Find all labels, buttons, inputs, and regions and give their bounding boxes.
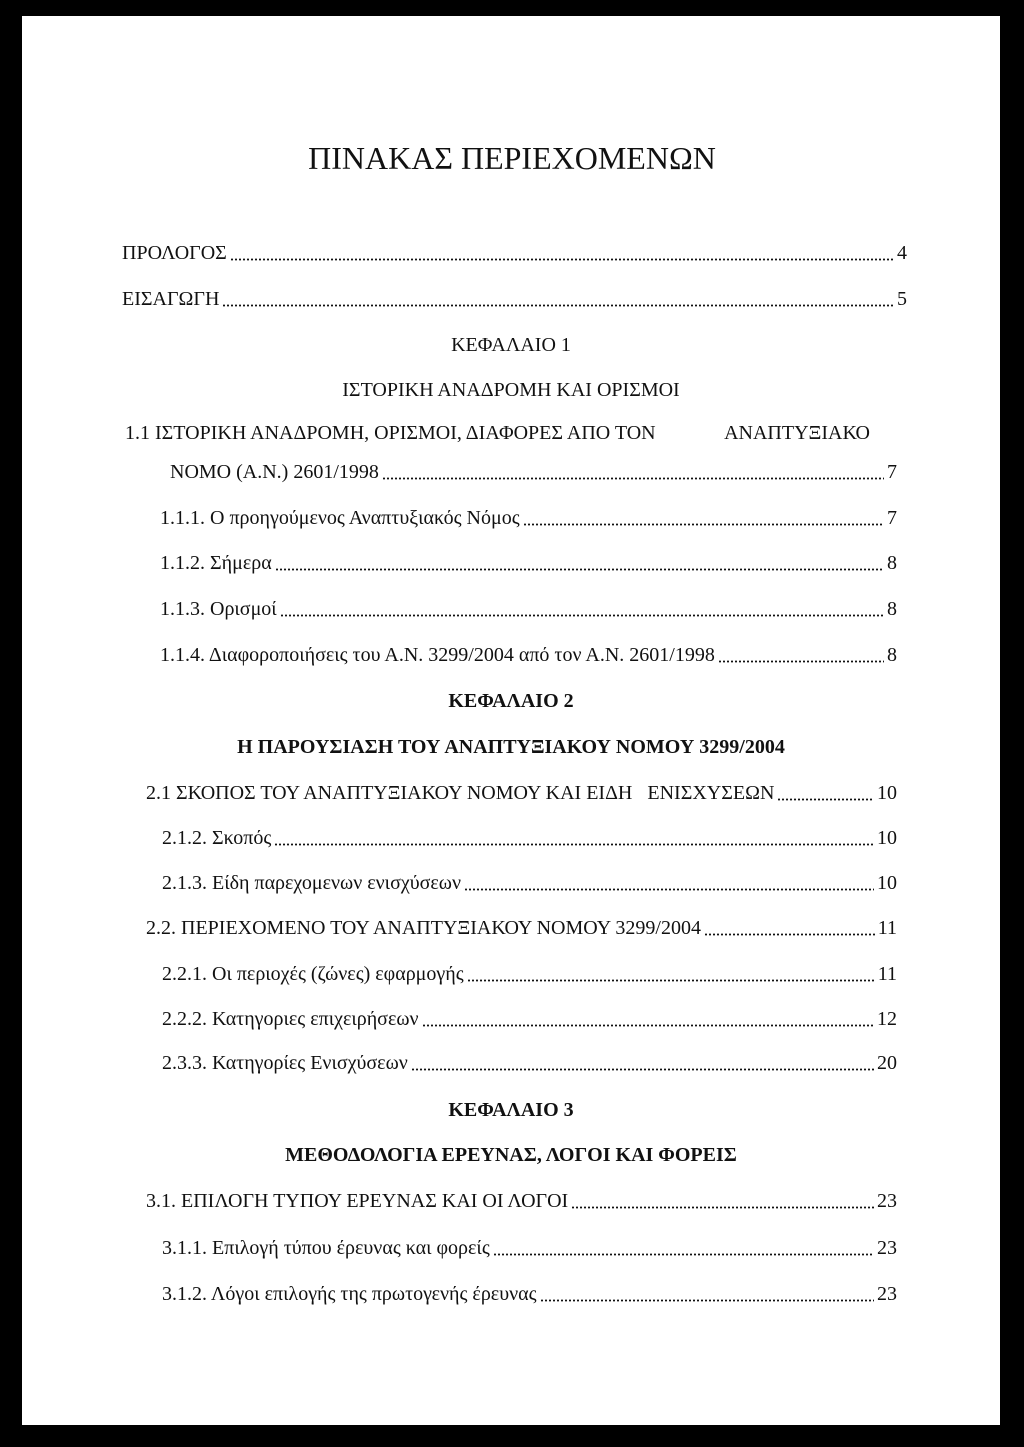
toc-entry-label: 2.1.3. Είδη παρεχομενων ενισχύσεων xyxy=(162,872,462,894)
dot-leader xyxy=(704,917,875,939)
toc-page-number: 7 xyxy=(887,461,897,483)
toc-page-number: 23 xyxy=(877,1190,897,1212)
dot-leader xyxy=(467,963,875,985)
toc-page-number: 5 xyxy=(897,288,907,310)
chapter-subtitle: Η ΠΑΡΟΥΣΙΑΣΗ ΤΟΥ ΑΝΑΠΤΥΞΙΑΚΟΥ ΝΟΜΟΥ 3299/2004 xyxy=(237,736,785,758)
dot-leader xyxy=(230,242,894,264)
toc-entry xyxy=(160,598,897,620)
toc-entry-label: 2.1 ΣΚΟΠΟΣ ΤΟΥ ΑΝΑΠΤΥΞΙΑΚΟΥ ΝΟΜΟΥ ΚΑΙ ΕΙΔΗ ΕΝΙΣΧΥΣΕΩΝ xyxy=(146,782,775,804)
toc-entry-label: ΝΟΜΟ (Α.Ν.) 2601/1998 xyxy=(170,461,379,483)
toc-entry xyxy=(146,1190,897,1212)
toc-entry-label: 1.1.3. Ορισμοί xyxy=(160,598,277,620)
dot-leader xyxy=(382,461,884,483)
dot-leader xyxy=(523,507,884,529)
toc-entry xyxy=(160,507,897,529)
dot-leader xyxy=(222,288,894,310)
toc-entry xyxy=(162,1052,897,1074)
toc-entry xyxy=(162,963,897,985)
toc-page-number: 7 xyxy=(887,507,897,529)
chapter-subtitle: ΙΣΤΟΡΙΚΗ ΑΝΑΔΡΟΜΗ ΚΑΙ ΟΡΙΣΜΟΙ xyxy=(342,379,680,401)
toc-page-number: 10 xyxy=(877,827,897,849)
toc-entry-label: 1.1.4. Διαφοροποιήσεις του Α.Ν. 3299/2004 από τον Α.Ν. 2601/1998 xyxy=(160,644,715,666)
toc-page-number: 11 xyxy=(877,963,897,985)
toc-entry-prologue xyxy=(122,242,907,264)
toc-page-number: 10 xyxy=(877,872,897,894)
toc-page-number: 11 xyxy=(877,917,897,939)
document-page xyxy=(22,16,1000,1425)
dot-leader xyxy=(280,598,884,620)
dot-leader xyxy=(411,1052,874,1074)
toc-entry-label: 2.2. ΠΕΡΙΕΧΟΜΕΝΟ ΤΟΥ ΑΝΑΠΤΥΞΙΑΚΟΥ ΝΟΜΟΥ 3299/2004 xyxy=(146,917,701,939)
toc-page-number: 12 xyxy=(877,1008,897,1030)
toc-entry-label: 3.1. ΕΠΙΛΟΓΗ ΤΥΠΟΥ ΕΡΕΥΝΑΣ ΚΑΙ ΟΙ ΛΟΓΟΙ xyxy=(146,1190,569,1212)
toc-page-number: 23 xyxy=(877,1237,897,1259)
toc-entry-label: 3.1.1. Επιλογή τύπου έρευνας και φορείς xyxy=(162,1237,490,1259)
toc-entry-label: 2.3.3. Κατηγορίες Ενισχύσεων xyxy=(162,1052,408,1074)
toc-entry-line xyxy=(125,422,870,444)
toc-entry-label: ΠΡΟΛΟΓΟΣ xyxy=(122,242,227,264)
chapter-subtitle: ΜΕΘΟΔΟΛΟΓΙΑ ΕΡΕΥΝΑΣ, ΛΟΓΟΙ ΚΑΙ ΦΟΡΕΙΣ xyxy=(285,1144,737,1166)
toc-entry xyxy=(162,1237,897,1259)
toc-page-number: 20 xyxy=(877,1052,897,1074)
toc-entry-label: ΕΙΣΑΓΩΓΗ xyxy=(122,288,220,310)
toc-page-number: 8 xyxy=(887,598,897,620)
toc-entry xyxy=(162,827,897,849)
toc-entry xyxy=(146,917,897,939)
chapter-heading: ΚΕΦΑΛΑΙΟ 1 xyxy=(451,334,571,356)
dot-leader xyxy=(718,644,884,666)
toc-entry xyxy=(170,461,897,483)
toc-page-number: 10 xyxy=(877,782,897,804)
toc-entry-label: 2.2.1. Οι περιοχές (ζώνες) εφαρμογής xyxy=(162,963,464,985)
toc-page-number: 8 xyxy=(887,552,897,574)
toc-entry-label-continued: ΑΝΑΠΤΥΞΙΑΚΟ xyxy=(724,422,870,444)
toc-entry xyxy=(160,644,897,666)
toc-entry xyxy=(160,552,897,574)
dot-leader xyxy=(777,782,874,804)
toc-entry-label: 2.2.2. Κατηγοριες επιχειρήσεων xyxy=(162,1008,419,1030)
dot-leader xyxy=(540,1283,874,1305)
toc-entry-label: 3.1.2. Λόγοι επιλογής της πρωτογενής έρευνας xyxy=(162,1283,537,1305)
toc-entry-label: 1.1 ΙΣΤΟΡΙΚΗ ΑΝΑΔΡΟΜΗ, ΟΡΙΣΜΟΙ, ΔΙΑΦΟΡΕΣ ΑΠΟ ΤΟΝ xyxy=(125,422,656,444)
page-title: ΠΙΝΑΚΑΣ ΠΕΡΙΕΧΟΜΕΝΩΝ xyxy=(308,140,716,176)
dot-leader xyxy=(464,872,874,894)
dot-leader xyxy=(422,1008,874,1030)
toc-entry-label: 1.1.2. Σήμερα xyxy=(160,552,272,574)
toc-entry xyxy=(146,782,897,804)
toc-entry-label: 2.1.2. Σκοπός xyxy=(162,827,272,849)
toc-page-number: 4 xyxy=(897,242,907,264)
toc-entry xyxy=(162,1008,897,1030)
toc-entry-introduction xyxy=(122,288,907,310)
toc-page-number: 8 xyxy=(887,644,897,666)
toc-entry-label: 1.1.1. Ο προηγούμενος Αναπτυξιακός Νόμος xyxy=(160,507,520,529)
dot-leader xyxy=(493,1237,874,1259)
toc-entry xyxy=(162,1283,897,1305)
dot-leader xyxy=(571,1190,874,1212)
toc-entry xyxy=(162,872,897,894)
dot-leader xyxy=(274,827,874,849)
dot-leader xyxy=(275,552,884,574)
chapter-heading: ΚΕΦΑΛΑΙΟ 3 xyxy=(448,1099,574,1121)
toc-page-number: 23 xyxy=(877,1283,897,1305)
chapter-heading: ΚΕΦΑΛΑΙΟ 2 xyxy=(448,690,574,712)
